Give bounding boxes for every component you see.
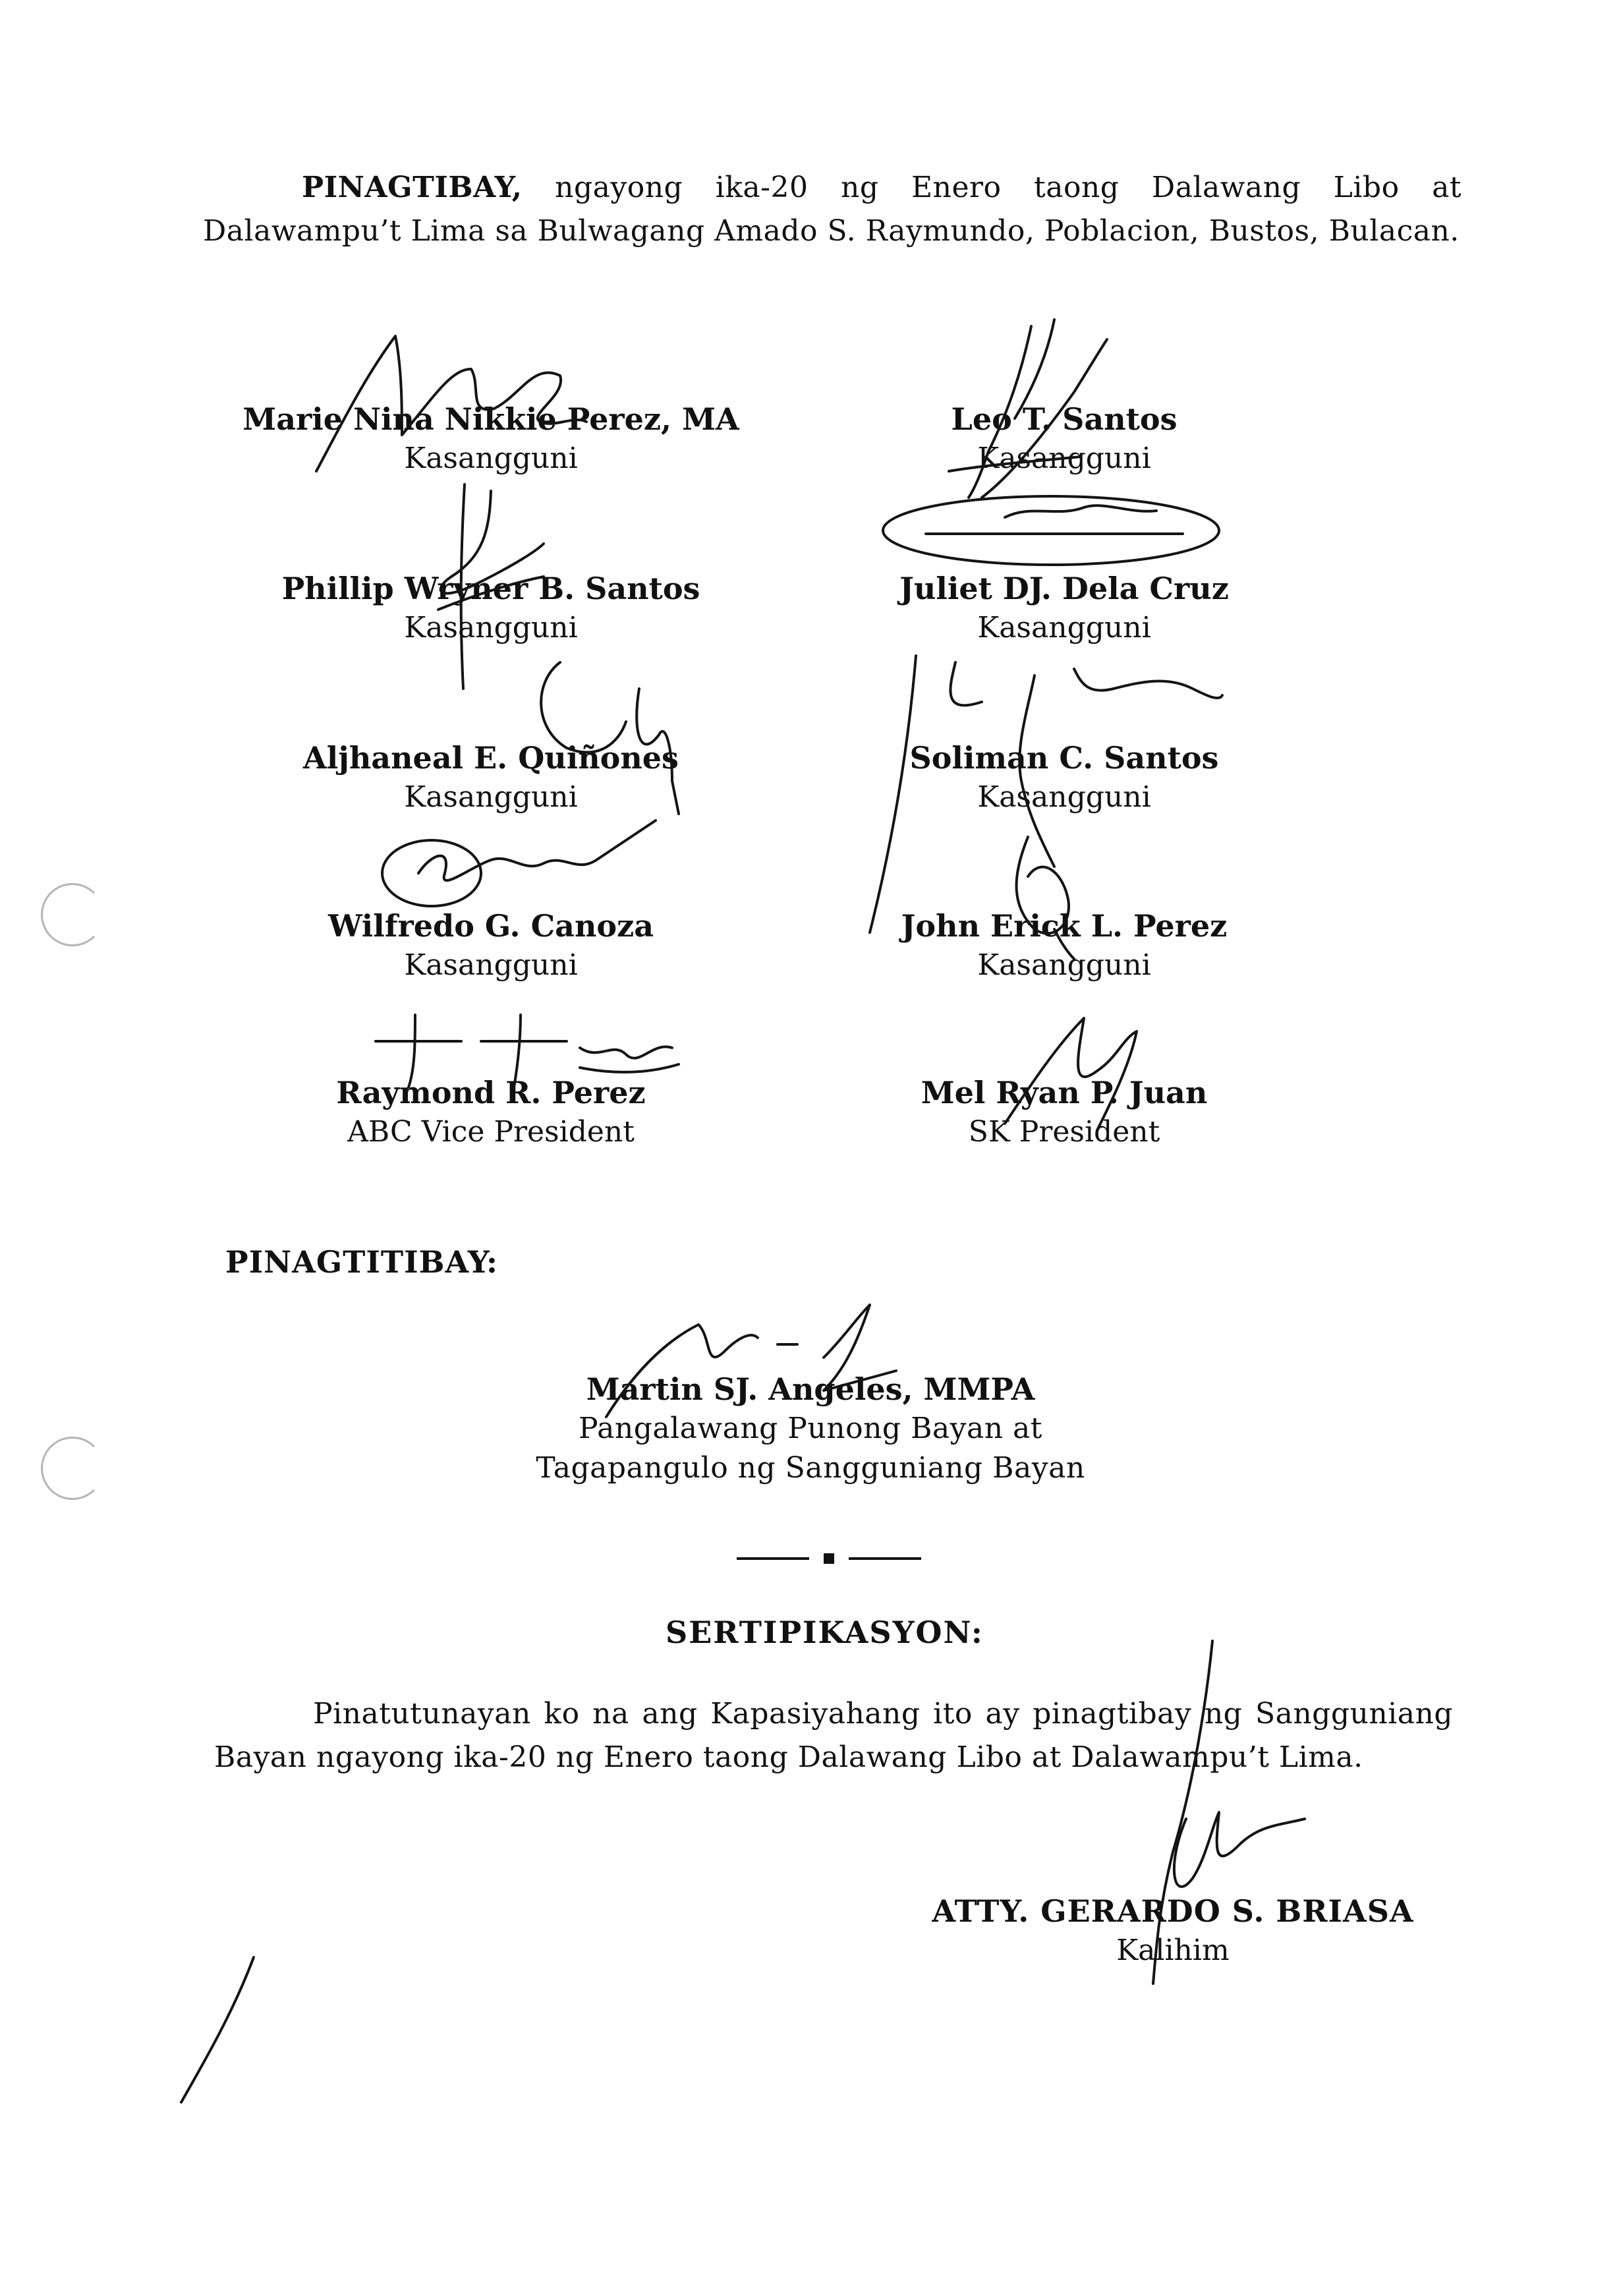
signatory-name: John Erick L. Perez bbox=[901, 908, 1228, 944]
signature-santos-leo bbox=[909, 313, 1127, 511]
signatory-role: Kasangguni bbox=[977, 948, 1151, 982]
signatory-name: Mel Ryan P. Juan bbox=[921, 1075, 1208, 1110]
approval-role-line1: Pangalawang Punong Bayan at bbox=[579, 1412, 1042, 1445]
certifier-name: ATTY. GERARDO S. BRIASA bbox=[932, 1893, 1414, 1929]
signatory-name: Phillip Wryner B. Santos bbox=[281, 571, 700, 606]
approval-heading: PINAGTITIBAY: bbox=[225, 1244, 499, 1280]
signatory-role: ABC Vice President bbox=[347, 1115, 635, 1149]
signatory-block bbox=[194, 906, 787, 985]
signatory-role: Kasangguni bbox=[977, 611, 1151, 645]
signatory-name: Marie Nina Nikkie Perez, MA bbox=[242, 401, 739, 437]
signatory-role: Kasangguni bbox=[404, 780, 578, 814]
signature-perez-marie bbox=[303, 323, 606, 488]
signature-briasa-gerardo bbox=[1041, 1628, 1318, 1997]
section-divider bbox=[730, 1552, 928, 1565]
punch-hole-top bbox=[41, 883, 104, 946]
signatory-role: Kasangguni bbox=[404, 442, 578, 475]
signatory-role: Kasangguni bbox=[977, 780, 1151, 814]
punch-hole-bottom bbox=[41, 1437, 104, 1500]
approval-name: Martin SJ. Angeles, MMPA bbox=[586, 1371, 1035, 1407]
signature-delacruz-juliet bbox=[873, 484, 1242, 583]
signature-juan-melryan bbox=[992, 1005, 1156, 1137]
signature-canoza-wilfredo bbox=[372, 801, 669, 913]
signature-quinones-aljhaneal bbox=[507, 649, 692, 820]
signatory-name: Juliet DJ. Dela Cruz bbox=[899, 571, 1229, 606]
signatory-role: Kasangguni bbox=[404, 948, 578, 982]
certification-paragraph: Pinatutunayan ko na ang Kapasiyahang ito ay pinagtibay ng Sangguniang Bayan ngayong ika-20 ng Enero taong Dalawang Libo at Dalawampu’t Lima. bbox=[214, 1697, 1453, 1774]
signature-perez-raymond bbox=[369, 1002, 698, 1101]
signatory-role: SK President bbox=[968, 1115, 1160, 1149]
signatory-role: Kasangguni bbox=[404, 611, 578, 645]
resolution-text: ngayong ika-20 ng Enero taong Dalawang Libo at Dalawampu’t Lima sa Bulwagang Amado S. Raymundo, Poblacion, Bustos, Bulacan. bbox=[203, 171, 1462, 248]
signatory-role: Kasangguni bbox=[977, 442, 1151, 475]
signature-perez-john bbox=[988, 830, 1107, 962]
signature-margin-stroke bbox=[175, 1951, 267, 2109]
certification-heading: SERTIPIKASYON: bbox=[666, 1615, 984, 1650]
signatory-name: Aljhaneal E. Quiñones bbox=[303, 740, 679, 776]
signatory-name: Leo T. Santos bbox=[951, 401, 1178, 437]
resolution-lead: PINAGTIBAY, bbox=[302, 171, 523, 204]
signatory-name: Wilfredo G. Canoza bbox=[327, 908, 654, 944]
approval-role-line2: Tagapangulo ng Sangguniang Bayan bbox=[536, 1451, 1085, 1485]
resolution-paragraph bbox=[203, 166, 1462, 253]
certifier-role: Kalihim bbox=[1116, 1934, 1230, 1967]
signatory-name: Soliman C. Santos bbox=[909, 740, 1219, 776]
signatory-name: Raymond R. Perez bbox=[336, 1075, 646, 1110]
signature-angeles-martin bbox=[593, 1298, 923, 1430]
